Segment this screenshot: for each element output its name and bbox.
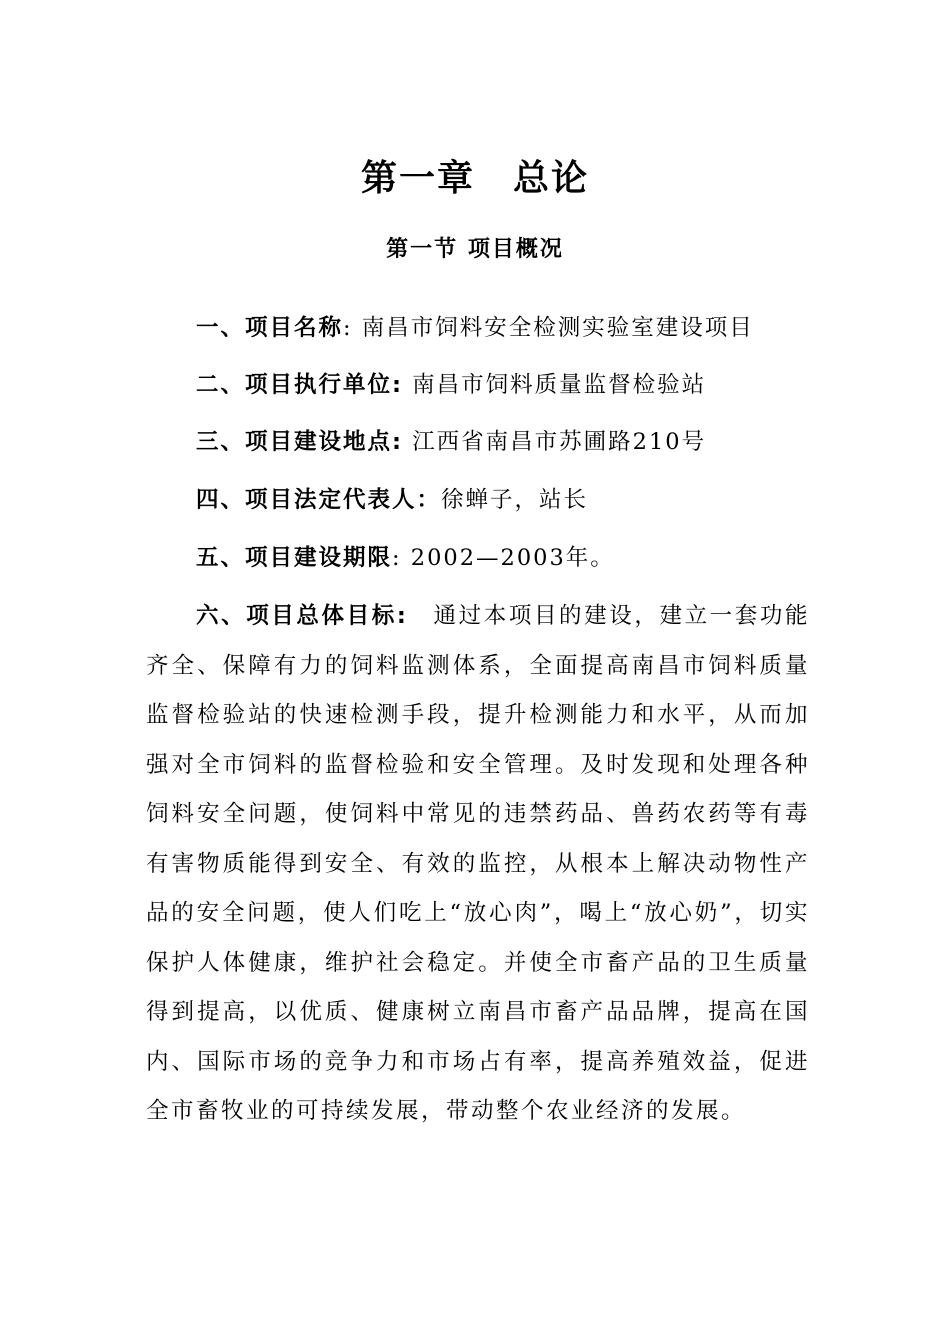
project-name-separator: : bbox=[343, 315, 362, 341]
project-name-value: 南昌市饲料安全检测实验室建设项目 bbox=[361, 315, 754, 341]
construction-site-separator bbox=[403, 429, 412, 455]
executing-unit-line bbox=[196, 367, 706, 399]
legal-representative-value: 徐蝉子，站长 bbox=[441, 487, 589, 513]
executing-unit-label: 二、项目执行单位: bbox=[196, 372, 403, 398]
overall-goal-text: 通过本项目的建设，建立一套功能齐全、保障有力的饲料监测体系，全面提高南昌市饲料质量监督检验站的快速检测手段，提升检测能力和水平，从而加强对全市饲料的监督检验和安全管理。及时发现和处理各种饲料安全问题，使饲料中常见的违禁药品、兽药农药等有毒有害物质能得到安全、有效的监控，从根本上解决动物性产品的安全问题，使人们吃上“放心肉”，喝上“放心奶”，切实保护人体健康，维护社会稳定。并使全市畜产品的卫生质量得到提高，以优质、健康树立南昌市畜产品品牌，提高在国内、国际市场的竞争力和市场占有率，提高养殖效益，促进全市畜牧业的可持续发展，带动整个农业经济的发展。 bbox=[146, 603, 810, 1124]
legal-representative-line bbox=[196, 482, 588, 514]
section-title: 第一节 项目概况 bbox=[386, 237, 564, 262]
construction-period-separator: : bbox=[392, 545, 411, 571]
executing-unit-value: 南昌市饲料质量监督检验站 bbox=[412, 372, 707, 398]
construction-site-line bbox=[196, 424, 706, 456]
project-name-label: 一、项目名称 bbox=[196, 315, 344, 341]
executing-unit-separator bbox=[403, 372, 412, 398]
construction-period-line bbox=[196, 540, 615, 572]
construction-site-value: 江西省南昌市苏圃路210号 bbox=[412, 429, 707, 455]
legal-representative-label: 四、项目法定代表人： bbox=[196, 487, 442, 513]
project-name-line bbox=[196, 310, 754, 342]
overall-goal-paragraph bbox=[146, 592, 810, 1137]
chapter-title: 第一章 总论 bbox=[360, 158, 589, 199]
construction-period-value: 2002—2003年。 bbox=[410, 545, 615, 571]
construction-site-label: 三、项目建设地点: bbox=[196, 429, 403, 455]
overall-goal-label: 六、项目总体目标: bbox=[196, 603, 409, 629]
construction-period-label: 五、项目建设期限 bbox=[196, 545, 393, 571]
